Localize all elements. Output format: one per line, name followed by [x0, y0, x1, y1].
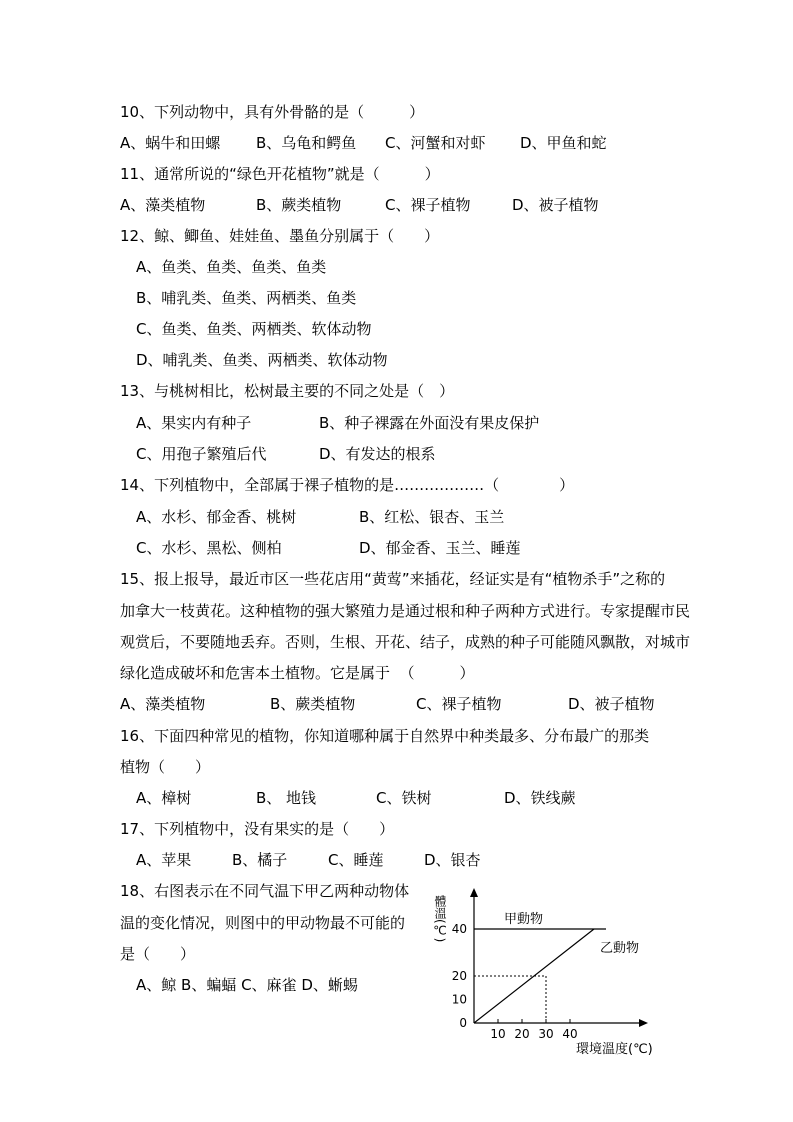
q12-option-d: D、哺乳类、鱼类、两栖类、软体动物 [136, 351, 388, 369]
x-axis-arrow [639, 1019, 648, 1027]
q12-stem: 12、鲸、鲫鱼、娃娃鱼、墨鱼分别属于（ ） [120, 227, 440, 245]
q10-option-c: C、河蟹和对虾 [385, 134, 486, 152]
q15-line-4: 绿化造成破坏和危害本土植物。它是属于 （ ） [120, 664, 475, 682]
y-tick-label-10: 10 [451, 992, 467, 1007]
q18-line-3: 是（ ） [120, 945, 196, 963]
q10-option-a: A、蜗牛和田螺 [120, 134, 221, 152]
q18-line-1: 18、右图表示在不同气温下甲乙两种动物体 [120, 882, 410, 900]
q15-option-b: B、蕨类植物 [270, 695, 356, 713]
q11-option-c: C、裸子植物 [385, 196, 471, 214]
q15-option-a: A、藻类植物 [120, 695, 206, 713]
q17-option-b: B、橘子 [232, 851, 288, 869]
x-tick-label-20: 20 [514, 1027, 530, 1041]
q11-option-d: D、被子植物 [512, 196, 599, 214]
q14-option-b: B、红松、银杏、玉兰 [359, 508, 505, 526]
y-tick-label-40: 40 [451, 922, 467, 936]
q10-stem: 10、下列动物中，具有外骨骼的是（ ） [120, 103, 425, 121]
q13-option-c: C、用孢子繁殖后代 [136, 445, 267, 463]
series-label-jia: 甲動物 [504, 912, 544, 927]
q17-stem: 17、下列植物中，没有果实的是（ ） [120, 820, 395, 838]
q12-option-c: C、鱼类、鱼类、两栖类、软体动物 [136, 320, 372, 338]
y-axis-arrow [470, 888, 478, 897]
q12-option-a: A、鱼类、鱼类、鱼类、鱼类 [136, 258, 327, 276]
series-label-yi: 乙動物 [600, 941, 640, 956]
chart-axes [470, 888, 648, 1027]
y-axis-label: 體溫(℃) [433, 895, 447, 943]
q15-option-d: D、被子植物 [568, 695, 655, 713]
q14-option-c: C、水杉、黑松、侧柏 [136, 539, 282, 557]
q15-line-2: 加拿大一枝黄花。这种植物的强大繁殖力是通过根和种子两种方式进行。专家提醒市民 [120, 602, 691, 620]
x-tick-label-10: 10 [490, 1027, 506, 1041]
q18-options: A、鲸 B、蝙蝠 C、麻雀 D、蜥蜴 [136, 976, 358, 994]
q11-stem: 11、通常所说的“绿色开花植物”就是（ ） [120, 165, 440, 183]
q15-line-3: 观赏后，不要随地丢弃。否则，生根、开花、结子，成熟的种子可能随风飘散，对城市 [120, 633, 691, 651]
q16-option-a: A、樟树 [136, 789, 192, 807]
q11-option-b: B、蕨类植物 [256, 196, 342, 214]
q14-stem: 14、下列植物中，全部属于裸子植物的是………………（ ） [120, 476, 575, 494]
q17-option-d: D、银杏 [424, 851, 481, 869]
temperature-chart [430, 885, 660, 1065]
q13-option-b: B、种子裸露在外面没有果皮保护 [319, 414, 540, 432]
q13-option-a: A、果实内有种子 [136, 414, 252, 432]
q16-line-1: 16、下面四种常见的植物，你知道哪种属于自然界中种类最多、分布最广的那类 [120, 727, 650, 745]
q13-option-d: D、有发达的根系 [319, 445, 436, 463]
q18-line-2: 温的变化情况，则图中的甲动物最不可能的 [120, 914, 406, 932]
q16-option-b: B、 地钱 [256, 789, 317, 807]
y-tick-label-20: 20 [451, 969, 467, 983]
x-axis-label: 環境溫度(℃) [576, 1042, 653, 1057]
q13-stem: 13、与桃树相比，松树最主要的不同之处是（ ） [120, 382, 455, 400]
chart-series [474, 929, 606, 1023]
q14-option-d: D、郁金香、玉兰、睡莲 [359, 539, 521, 557]
q12-option-b: B、哺乳类、鱼类、两栖类、鱼类 [136, 289, 357, 307]
q16-line-2: 植物（ ） [120, 758, 211, 776]
q15-option-c: C、裸子植物 [416, 695, 502, 713]
q17-option-c: C、睡莲 [328, 851, 384, 869]
q16-option-c: C、铁树 [376, 789, 432, 807]
q14-option-a: A、水杉、郁金香、桃树 [136, 508, 297, 526]
x-tick-label-30: 30 [538, 1027, 554, 1041]
q15-line-1: 15、报上报导，最近市区一些花店用“黄莺”来插花，经证实是有“植物杀手”之称的 [120, 570, 666, 588]
q16-option-d: D、铁线蕨 [504, 789, 576, 807]
q17-option-a: A、苹果 [136, 851, 192, 869]
q11-option-a: A、藻类植物 [120, 196, 206, 214]
q10-option-d: D、甲鱼和蛇 [520, 134, 607, 152]
y-tick-label-0: 0 [459, 1016, 467, 1030]
q10-option-b: B、乌龟和鳄鱼 [256, 134, 357, 152]
x-tick-label-40: 40 [562, 1027, 578, 1041]
